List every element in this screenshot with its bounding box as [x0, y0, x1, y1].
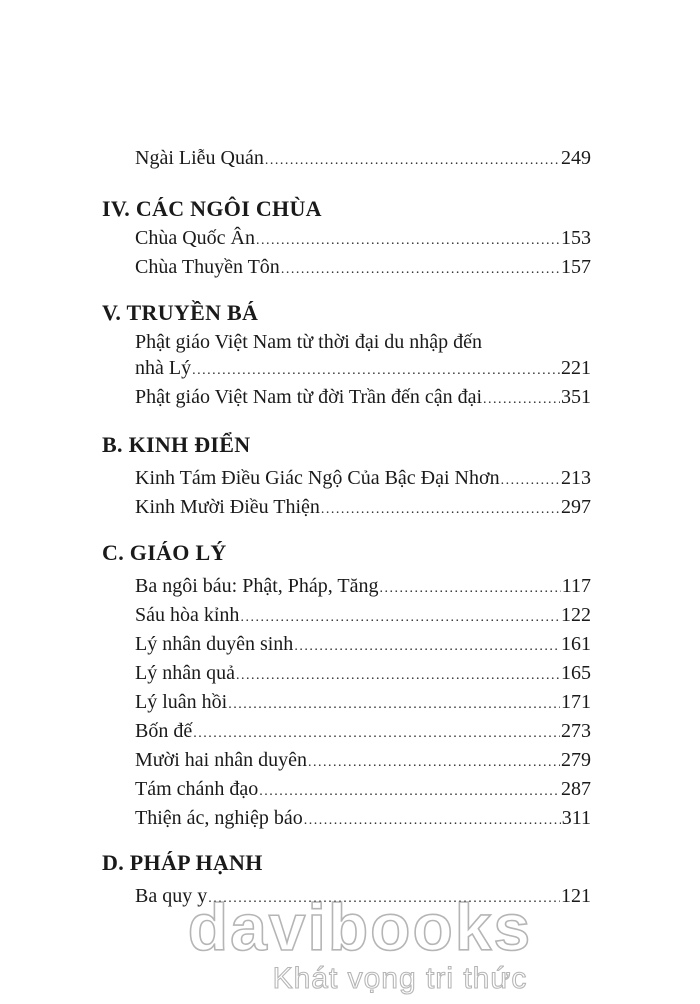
toc-entry-label: Chùa Quốc Ân — [135, 227, 255, 249]
toc-entry[interactable] — [135, 466, 591, 493]
dot-leader — [321, 498, 560, 522]
toc-entry-label: Ngài Liễu Quán — [135, 147, 264, 169]
section-title: C. GIÁO LÝ — [102, 540, 227, 565]
toc-entry-page: 351 — [561, 386, 591, 408]
toc-entry[interactable] — [135, 146, 591, 173]
toc-entry-label: Kinh Mười Điều Thiện — [135, 496, 320, 518]
toc-entry[interactable] — [135, 255, 591, 282]
section-title: D. PHÁP HẠNH — [102, 850, 263, 875]
toc-entry[interactable] — [135, 806, 591, 833]
dot-leader — [483, 388, 560, 412]
toc-entry-label: Bốn đế — [135, 720, 193, 742]
toc-entry-page: 297 — [561, 496, 591, 518]
section-title: V. TRUYỀN BÁ — [102, 300, 259, 325]
toc-entry[interactable] — [135, 884, 591, 911]
toc-entry-page: 161 — [561, 633, 591, 655]
toc-entry-label: Lý nhân duyên sinh — [135, 633, 294, 655]
toc-entry[interactable] — [135, 748, 591, 775]
dot-leader — [256, 229, 560, 253]
toc-entry-label: Tám chánh đạo — [135, 778, 259, 800]
toc-entry[interactable] — [135, 574, 591, 601]
dot-leader — [294, 635, 560, 659]
dot-leader — [259, 780, 560, 804]
dot-leader — [228, 693, 560, 717]
toc-entry[interactable] — [135, 719, 591, 746]
toc-entry-label: Thiện ác, nghiệp báo — [135, 807, 303, 829]
toc-entry[interactable] — [135, 777, 591, 804]
toc-entry-page: 213 — [561, 467, 591, 489]
dot-leader — [308, 751, 560, 775]
toc-entry[interactable] — [135, 356, 591, 383]
toc-entry-page: 153 — [561, 227, 591, 249]
toc-entry-label: Phật giáo Việt Nam từ đời Trần đến cận đại — [135, 386, 483, 408]
toc-entry[interactable] — [135, 661, 591, 688]
dot-leader — [265, 149, 560, 173]
watermark-brand: davibooks — [187, 890, 533, 964]
toc-entry-label: Kinh Tám Điều Giác Ngộ Của Bậc Đại Nhơn — [135, 467, 500, 489]
toc-entry-label: Sáu hòa kỉnh — [135, 604, 240, 626]
dot-leader — [240, 606, 560, 630]
toc-entry[interactable] — [135, 495, 591, 522]
toc-entry-page: 287 — [561, 778, 591, 800]
section-title: IV. CÁC NGÔI CHÙA — [102, 196, 322, 221]
dot-leader — [208, 887, 560, 911]
dot-leader — [281, 258, 560, 282]
dot-leader — [304, 809, 561, 833]
toc-entry-page: 279 — [561, 749, 591, 771]
toc-entry[interactable] — [135, 226, 591, 253]
dot-leader — [236, 664, 560, 688]
toc-entry-label: Chùa Thuyền Tôn — [135, 256, 280, 278]
toc-entry-label: Ba ngôi báu: Phật, Pháp, Tăng — [135, 575, 379, 597]
toc-entry[interactable] — [135, 603, 591, 630]
toc-entry-page: 221 — [561, 357, 591, 379]
toc-entry-page: 117 — [561, 575, 591, 597]
toc-entry-page: 121 — [561, 885, 591, 907]
toc-entry-page: 311 — [561, 807, 591, 829]
toc-entry-page: 122 — [561, 604, 591, 626]
toc-entry-page: 273 — [561, 720, 591, 742]
dot-leader — [192, 359, 560, 383]
toc-entry-label: nhà Lý — [135, 357, 192, 379]
dot-leader — [501, 469, 560, 493]
toc-entry-page: 171 — [561, 691, 591, 713]
toc-entry-page: 165 — [561, 662, 591, 684]
toc-entry[interactable] — [135, 632, 591, 659]
toc-entry[interactable] — [135, 385, 591, 412]
toc-entry-label: Ba quy y — [135, 885, 208, 907]
toc-entry[interactable] — [135, 690, 591, 717]
watermark-tagline: Khát vọng tri thức — [272, 962, 528, 995]
toc-entry-label: Lý nhân quả — [135, 662, 235, 684]
toc-entry-label: Lý luân hồi — [135, 691, 228, 713]
toc-entry-page: 249 — [561, 147, 591, 169]
toc-entry-label: Mười hai nhân duyên — [135, 749, 307, 771]
toc-entry-label-line1: Phật giáo Việt Nam từ thời đại du nhập đến — [135, 331, 483, 353]
section-title: B. KINH ĐIỂN — [102, 432, 251, 457]
dot-leader — [193, 722, 560, 746]
toc-entry-page: 157 — [561, 256, 591, 278]
dot-leader — [380, 577, 561, 601]
